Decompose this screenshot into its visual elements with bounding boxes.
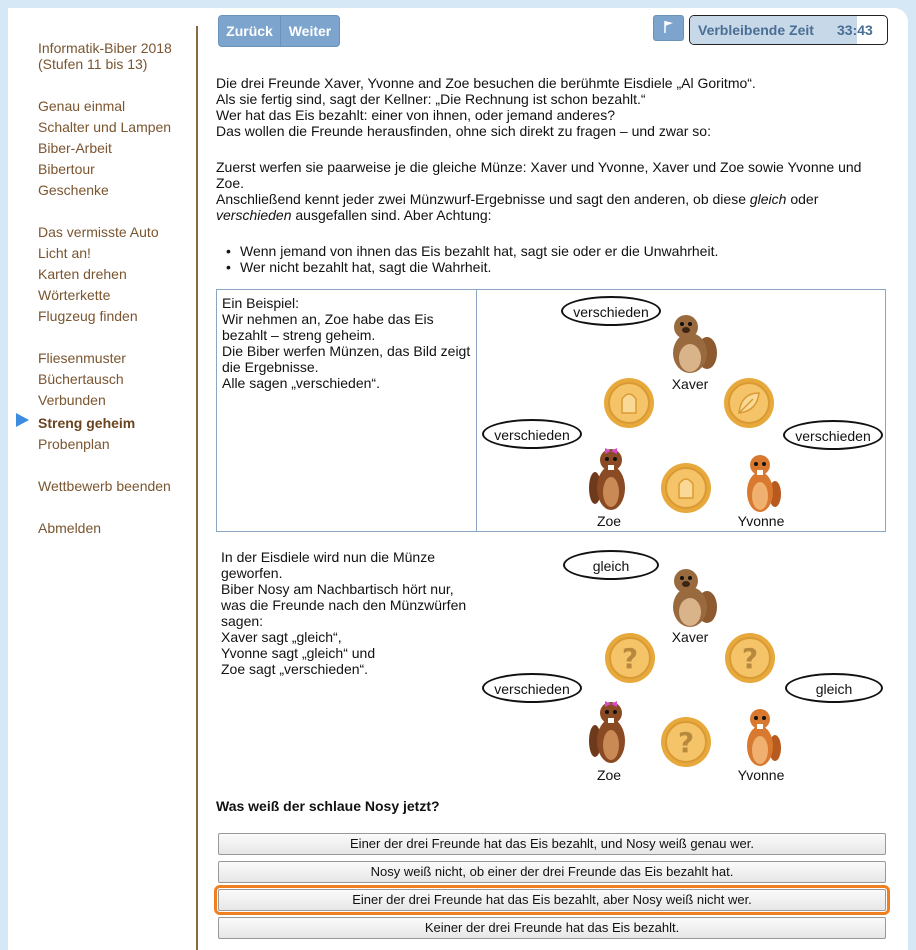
beaver-coin-icon: [603, 377, 655, 429]
table-divider: [476, 290, 477, 531]
answer-option-b[interactable]: Nosy weiß nicht, ob einer der drei Freunde das Eis bezahlt hat.: [218, 861, 886, 883]
name-label-xaver: Xaver: [671, 376, 709, 392]
rules-line: Zuerst werfen sie paarweise je die gleiche Münze: Xaver und Yvonne, Xaver und Zoe sowie Yvonne und: [216, 159, 862, 175]
intro-line: Wer hat das Eis bezahlt: einer von ihnen, oder jemand anderes?: [216, 107, 615, 123]
name-label-zoe: Zoe: [596, 513, 622, 529]
flag-icon: [654, 16, 683, 40]
beaver-zoe-icon: [587, 697, 635, 767]
sidebar-item-woerterkette[interactable]: Wörterkette: [38, 287, 111, 303]
scenario-text: was die Freunde nach den Münzwürfen: [221, 597, 467, 613]
intro-line: Das wollen die Freunde herausfinden, ohne sich direkt zu fragen – und zwar so:: [216, 123, 711, 139]
sidebar-item-schalter-und-lampen[interactable]: Schalter und Lampen: [38, 119, 172, 135]
beaver-coin-icon: [660, 462, 712, 514]
name-label-yvonne: Yvonne: [737, 513, 785, 529]
beaver-zoe-icon: [587, 444, 635, 514]
example-text: Alle sagen „verschieden“.: [222, 375, 380, 391]
contest-subtitle: (Stufen 11 bis 13): [38, 56, 148, 72]
example-text: Wir nehmen an, Zoe habe das Eis: [222, 311, 434, 327]
beaver-xaver-icon: [662, 565, 720, 629]
intro-line: Als sie fertig sind, sagt der Kellner: „Die Rechnung ist schon bezahlt.“: [216, 91, 646, 107]
rule-bullet: • Wer nicht bezahlt hat, sagt die Wahrheit.: [240, 259, 491, 275]
sidebar-item-genau-einmal[interactable]: Genau einmal: [38, 98, 126, 114]
sidebar-item-das-vermisste-auto[interactable]: Das vermisste Auto: [38, 224, 159, 240]
example-text: Die Biber werfen Münzen, das Bild zeigt: [222, 343, 471, 359]
beaver-yvonne-icon: [740, 452, 784, 514]
name-label-xaver: Xaver: [671, 629, 709, 645]
unknown-coin-icon: [660, 716, 712, 768]
beaver-yvonne-icon: [740, 706, 784, 768]
remaining-time-value: 33:43: [837, 22, 873, 38]
contest-title: Informatik-Biber 2018: [38, 40, 172, 56]
sidebar-item-verbunden[interactable]: Verbunden: [38, 392, 106, 408]
scenario-text: Yvonne sagt „gleich“ und: [221, 645, 376, 661]
sidebar-item-bibertour[interactable]: Bibertour: [38, 161, 95, 177]
sidebar-item-probenplan[interactable]: Probenplan: [38, 436, 110, 452]
back-button[interactable]: Zurück: [218, 15, 281, 47]
rules-line: Anschließend kennt jeder zwei Münzwurf-Ergebnisse und sagt den anderen, ob diese gleich oder: [216, 191, 819, 207]
leaf-coin-icon: [723, 377, 775, 429]
sidebar-item-licht-an[interactable]: Licht an!: [38, 245, 91, 261]
logout-link[interactable]: Abmelden: [38, 520, 102, 536]
name-label-zoe: Zoe: [596, 767, 622, 783]
scenario-text: In der Eisdiele wird nun die Münze: [221, 549, 436, 565]
svg-text:?: ?: [621, 642, 639, 675]
sidebar-divider: [196, 26, 198, 950]
remaining-time-label: Verbleibende Zeit: [698, 22, 814, 38]
speech-bubble-xaver: gleich: [563, 550, 659, 580]
answer-option-c[interactable]: Einer der drei Freunde hat das Eis bezahlt, aber Nosy weiß nicht wer.: [218, 889, 886, 911]
sidebar-item-flugzeug-finden[interactable]: Flugzeug finden: [38, 308, 138, 324]
example-text: bezahlt – streng geheim.: [222, 327, 376, 343]
sidebar: [8, 8, 196, 541]
rule-bullet: • Wenn jemand von ihnen das Eis bezahlt hat, sagt sie oder er die Unwahrheit.: [240, 243, 718, 259]
svg-text:?: ?: [741, 642, 759, 675]
unknown-coin-icon: [604, 632, 656, 684]
next-button[interactable]: Weiter: [280, 15, 340, 47]
answer-option-a[interactable]: Einer der drei Freunde hat das Eis bezahlt, und Nosy weiß genau wer.: [218, 833, 886, 855]
sidebar-item-geschenke[interactable]: Geschenke: [38, 182, 109, 198]
sidebar-item-buechertausch[interactable]: Büchertausch: [38, 371, 124, 387]
sidebar-item-streng-geheim[interactable]: Streng geheim: [38, 415, 136, 431]
sidebar-item-fliesenmuster[interactable]: Fliesenmuster: [38, 350, 126, 366]
current-task-arrow-icon: [16, 413, 29, 427]
sidebar-item-karten-drehen[interactable]: Karten drehen: [38, 266, 127, 282]
example-text: Ein Beispiel:: [222, 295, 300, 311]
rules-line: Zoe.: [216, 175, 245, 191]
example-text: die Ergebnisse.: [222, 359, 319, 375]
scenario-text: sagen:: [221, 613, 264, 629]
rules-line: verschieden ausgefallen sind. Aber Achtung:: [216, 207, 492, 223]
intro-line: Die drei Freunde Xaver, Yvonne and Zoe besuchen die berühmte Eisdiele „Al Goritmo“.: [216, 75, 756, 91]
name-label-yvonne: Yvonne: [737, 767, 785, 783]
unknown-coin-icon: [724, 632, 776, 684]
speech-bubble-yvonne: gleich: [785, 673, 883, 703]
flag-button[interactable]: [653, 15, 684, 41]
scenario-text: geworfen.: [221, 565, 283, 581]
sidebar-item-biber-arbeit[interactable]: Biber-Arbeit: [38, 140, 112, 156]
scenario-text: Xaver sagt „gleich“,: [221, 629, 342, 645]
speech-bubble-yvonne: verschieden: [783, 420, 883, 450]
scenario-text: Zoe sagt „verschieden“.: [221, 661, 369, 677]
end-contest-link[interactable]: Wettbewerb beenden: [38, 478, 171, 494]
scenario-text: Biber Nosy am Nachbartisch hört nur,: [221, 581, 454, 597]
speech-bubble-zoe: verschieden: [482, 419, 582, 449]
remaining-time-box: [689, 15, 888, 45]
question-text: Was weiß der schlaue Nosy jetzt?: [216, 798, 440, 814]
speech-bubble-zoe: verschieden: [482, 673, 582, 703]
speech-bubble-xaver: verschieden: [561, 296, 661, 326]
svg-text:?: ?: [677, 726, 695, 759]
beaver-xaver-icon: [662, 311, 720, 375]
answer-option-d[interactable]: Keiner der drei Freunde hat das Eis bezahlt.: [218, 917, 886, 939]
